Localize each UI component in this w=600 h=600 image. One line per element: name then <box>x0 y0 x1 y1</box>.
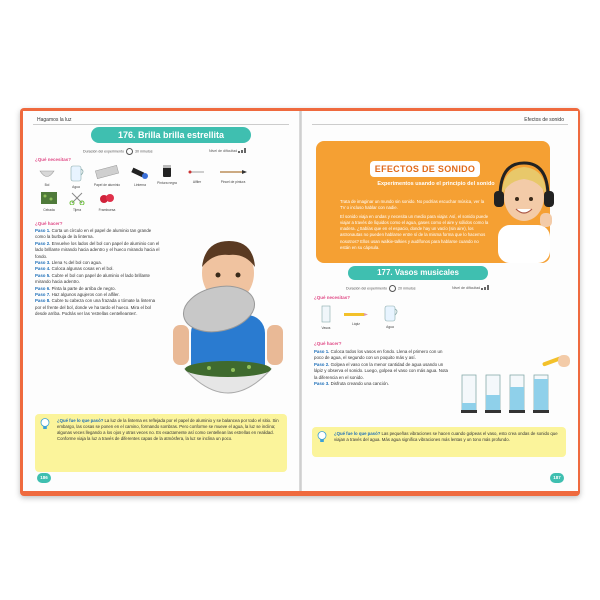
water-jug-icon <box>378 304 402 323</box>
flashlight-icon <box>127 164 153 181</box>
difficulty-label: Nivel de dificultad <box>209 148 238 153</box>
material-glass <box>316 305 336 330</box>
header-rule <box>33 124 289 125</box>
girl-with-headphones-illustration <box>488 155 560 263</box>
how-heading: ¿Qué hacer? <box>314 341 342 346</box>
paint-jar-icon <box>155 164 179 179</box>
why-text: Las pequeñas vibraciones se hacen cuando golpeas el vaso, esto crea ondas de sonido que viajan a través del agua. Más agua significa vibraciones más lentas y un tono más profundo. <box>334 431 558 442</box>
step-item: Paso 1. Corta un círculo en el papel de aluminio tan grande como la burbuja de la linterna. <box>35 228 152 240</box>
material-label: Frambuesa <box>98 208 116 212</box>
duration-label: Duración del experimento <box>83 149 124 154</box>
clock-icon <box>126 148 133 155</box>
step-item: Paso 7. Haz algunos agujeros con el alfiler. <box>35 292 120 298</box>
right-page-header: Efectos de sonido <box>524 117 564 123</box>
material-label: Pintura negra <box>157 181 177 185</box>
header-rule <box>312 124 568 125</box>
step-item: Paso 6. Pinta la parte de arriba de negro. <box>35 285 116 291</box>
open-book <box>20 108 580 496</box>
experiment-176-title: 176. Brilla brilla estrellita <box>91 127 251 143</box>
material-pin <box>185 167 209 184</box>
pencil-icon <box>342 311 370 320</box>
material-foil <box>91 164 123 187</box>
what-happened-box <box>35 414 287 472</box>
how-heading: ¿Qué hacer? <box>35 221 63 226</box>
barley-icon <box>37 191 61 206</box>
bowl-icon <box>35 166 59 181</box>
feature-text <box>340 199 490 251</box>
difficulty-bars-icon <box>481 285 491 291</box>
step-item: Paso 5. Cubre el bol con papel de aluminio el lado brillante mirando hacia adentro. <box>35 272 150 285</box>
lightbulb-icon <box>40 418 50 430</box>
duration-value: 30 minutos <box>134 149 153 154</box>
water-glasses-illustration <box>458 355 570 415</box>
glass-icon <box>316 305 336 324</box>
material-label: Lápiz <box>352 322 360 326</box>
lightbulb-icon <box>317 431 327 443</box>
duration-label: Duración del experimento <box>346 286 387 291</box>
step-item: Paso 2. Envuelve los lados del bol con papel de aluminio con el lado brillante mirando hacia adentro y el hueco mirando hacia el fondo. <box>35 240 160 259</box>
material-flashlight <box>127 164 153 187</box>
feature-subtitle: Experimentos usando el principio del sonido <box>377 181 495 187</box>
foil-roll-icon <box>91 164 123 181</box>
material-label: Vasos <box>321 326 331 330</box>
what-happened-box <box>312 427 566 457</box>
steps-list <box>35 228 161 318</box>
material-barley <box>37 191 61 212</box>
duration-meta <box>83 148 153 155</box>
feature-title: EFECTOS DE SONIDO <box>370 161 480 177</box>
clock-icon <box>389 285 396 292</box>
material-label: Agua <box>386 325 394 329</box>
material-pencil <box>342 311 370 326</box>
material-label: Bol <box>44 183 50 187</box>
material-paintbrush <box>213 167 253 184</box>
feature-paragraph: El sonido viaja en ondas y necesita un medio para viajar. Así, el sonido puede viajar a través de líquidos como el agua, gases como el aire y sólidos como la madera. ¿Sabías que en el espacio, donde hay un vacío (sin aire), los astronautas no pueden hablarse entre sí de la misma forma que lo hacemos nosotros? Ellos usan walkie-talkies y audífonos para hablarse cuando no están en su cápsula. <box>340 214 489 250</box>
material-bowl <box>35 166 59 187</box>
material-label: Linterna <box>134 183 146 187</box>
material-label: Cebada <box>43 208 55 212</box>
why-heading: ¿Qué fue lo que pasó? <box>57 418 104 423</box>
material-scissors <box>65 191 89 212</box>
step-item: Paso 4. Coloca algunas cosas en el bol. <box>35 266 114 272</box>
material-label: Agua <box>72 185 80 189</box>
pin-icon <box>185 167 209 178</box>
material-label: Pincel de pintura <box>220 180 246 184</box>
step-item: Paso 1. Coloca todos los vasos en fondo. Llena el primero con un poco de agua, el segundo con un poquito más y así. <box>314 349 443 361</box>
page-number: 187 <box>550 473 564 483</box>
left-page <box>23 111 300 491</box>
step-item: Paso 3. Disfruta creando una canción. <box>314 381 389 387</box>
difficulty-meta <box>209 148 248 154</box>
why-heading: ¿Qué fue lo que pasó? <box>334 431 381 436</box>
sound-effects-feature-box <box>316 141 550 263</box>
difficulty-bars-icon <box>238 148 248 154</box>
duration-value: 20 minutos <box>397 286 416 291</box>
experiment-177-title: 177. Vasos musicales <box>348 266 488 280</box>
material-water <box>63 164 89 189</box>
water-jug-icon <box>63 164 89 183</box>
difficulty-meta <box>452 285 491 291</box>
material-label: Papel de aluminio <box>93 183 121 187</box>
right-page <box>301 111 578 491</box>
material-black-paint <box>155 164 179 185</box>
step-item: Paso 8. Cubre tu cabeza con una frazada o tómate la linterna por el frente del bol, donde ve ha tardo el hueco. Mira el bol desde arriba. Podrás ver las 'estrellas centelleantes'. <box>35 298 156 317</box>
left-page-header: Hagamos la luz <box>37 117 72 123</box>
difficulty-label: Nivel de dificultad <box>452 285 481 290</box>
feature-paragraph: Trata de imaginar un mundo sin sonido. No podrías escuchar música, ver la TV o incluso hablar con nadie. <box>340 199 485 211</box>
material-water <box>378 304 402 329</box>
materials-heading: ¿Qué necesitas? <box>35 157 72 162</box>
material-label: Tijera <box>72 208 82 212</box>
materials-heading: ¿Qué necesitas? <box>314 295 351 300</box>
scissors-icon <box>65 191 89 206</box>
duration-meta <box>346 285 416 292</box>
raspberry-icon <box>93 191 121 206</box>
page-number: 186 <box>37 473 51 483</box>
boy-with-bowl-illustration <box>169 229 287 411</box>
step-item: Paso 2. Golpea el vaso con la menor cantidad de agua usando un lápiz y observa el sonido. Luego, golpea el vaso con más agua. Nota la diferencia en el sonido. <box>314 361 449 380</box>
step-item: Paso 3. Llena ¾ del bol con agua. <box>35 260 102 266</box>
material-label: Alfiler <box>192 180 202 184</box>
why-text: La luz de la linterna es reflejada por el papel de aluminio y se balancea por todo el sitio. Sin embargo, las cosas se ponen en el camino, formando sombras. Pero conforme se mueve el agua, la luz se inclina; algunas veces llegando a los ojos y otras veces no. Es exactamente así como centellean las estrellas en realidad. Conforme viaja la luz a través de diferentes capas de la atmósfera, la luz se inclina un poco. <box>57 418 279 441</box>
material-raspberry <box>93 191 121 212</box>
paintbrush-icon <box>213 167 253 178</box>
steps-list <box>314 349 450 387</box>
